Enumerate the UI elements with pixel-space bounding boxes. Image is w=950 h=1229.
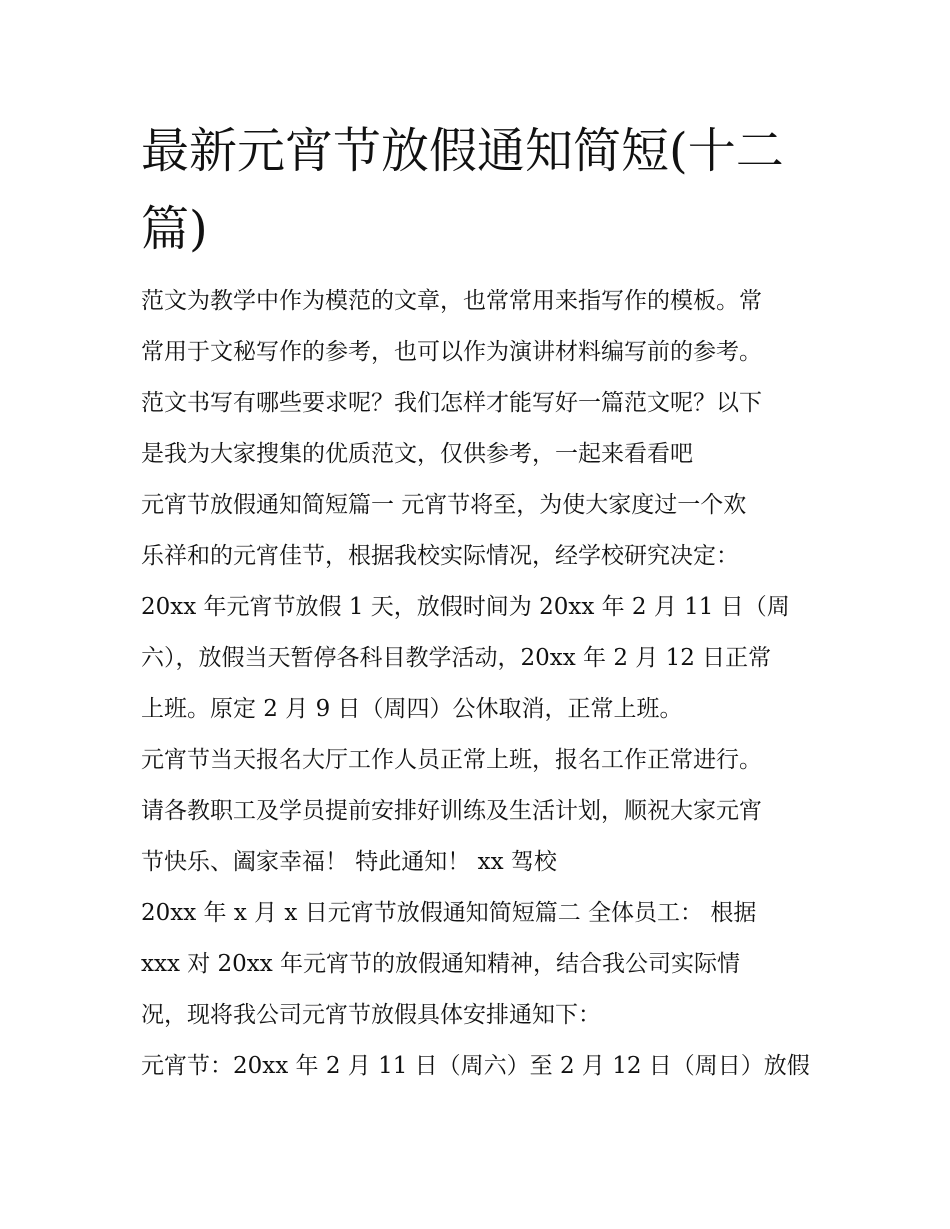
body-line: 况，现将我公司元宵节放假具体安排通知下： — [141, 1002, 601, 1028]
body-line: 元宵节：20xx 年 2 月 11 日（周六）至 2 月 12 日（周日）放假 — [141, 1053, 810, 1079]
document-title — [141, 112, 841, 268]
body-line: 元宵节放假通知简短篇一 元宵节将至，为使大家度过一个欢 — [141, 492, 747, 518]
body-line: 常用于文秘写作的参考，也可以作为演讲材料编写前的参考。 — [141, 339, 762, 365]
body-line: 20xx 年元宵节放假 1 天，放假时间为 20xx 年 2 月 11 日（周 — [141, 594, 790, 620]
document-body — [141, 276, 831, 1092]
body-line: xxx 对 20xx 年元宵节的放假通知精神，结合我公司实际情 — [141, 951, 741, 977]
body-line: 六），放假当天暂停各科目教学活动，20xx 年 2 月 12 日正常 — [141, 645, 772, 671]
body-line: 元宵节当天报名大厅工作人员正常上班，报名工作正常进行。 — [141, 747, 762, 773]
body-line: 上班。原定 2 月 9 日（周四）公休取消，正常上班。 — [141, 696, 683, 722]
body-line: 20xx 年 x 月 x 日元宵节放假通知简短篇二 全体员工： 根据 — [141, 900, 757, 926]
body-line: 节快乐、阖家幸福！ 特此通知！ xx 驾校 — [141, 849, 557, 875]
body-line: 是我为大家搜集的优质范文，仅供参考，一起来看看吧 — [141, 441, 693, 467]
body-line: 请各教职工及学员提前安排好训练及生活计划，顺祝大家元宵 — [141, 798, 762, 824]
body-line: 范文为教学中作为模范的文章，也常常用来指写作的模板。常 — [141, 288, 762, 314]
title-line-1: 最新元宵节放假通知简短(十二 — [141, 123, 784, 179]
body-line: 乐祥和的元宵佳节，根据我校实际情况，经学校研究决定： — [141, 543, 739, 569]
title-line-2: 篇) — [141, 201, 208, 257]
body-line: 范文书写有哪些要求呢？我们怎样才能写好一篇范文呢？以下 — [141, 390, 762, 416]
